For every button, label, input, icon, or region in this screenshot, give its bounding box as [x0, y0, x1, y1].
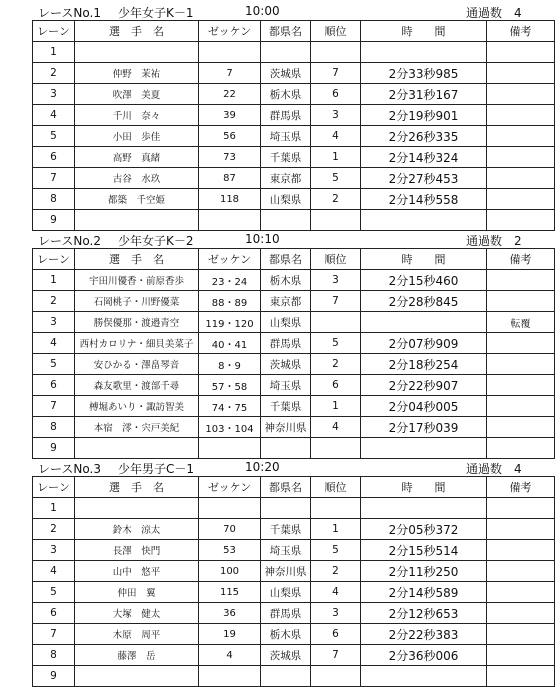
- table-row: [33, 519, 555, 540]
- race-section: [0, 2, 560, 226]
- prefecture-cell: [261, 438, 311, 459]
- note-cell: [487, 540, 555, 561]
- lane-cell: 2: [33, 63, 75, 84]
- race-pass-count: 通過数 4: [466, 462, 522, 476]
- table-row: [33, 189, 555, 210]
- time-cell: [361, 666, 487, 687]
- table-row: [33, 375, 555, 396]
- table-header-row: [33, 21, 555, 42]
- time-cell: 2分15秒514: [361, 540, 487, 561]
- lane-cell: 5: [33, 354, 75, 375]
- header-athlete: 選 手 名: [75, 249, 199, 270]
- header-lane: レーン: [33, 249, 75, 270]
- athlete-cell: [75, 210, 199, 231]
- bib-cell: [199, 438, 261, 459]
- prefecture-cell: 群馬県: [261, 333, 311, 354]
- rank-cell: [311, 312, 361, 333]
- lane-cell: 1: [33, 42, 75, 63]
- race-header: [0, 230, 560, 248]
- bib-cell: 56: [199, 126, 261, 147]
- time-cell: 2分04秒005: [361, 396, 487, 417]
- header-athlete: 選 手 名: [75, 477, 199, 498]
- athlete-cell: 仲野 茉祐: [75, 63, 199, 84]
- bib-cell: 7: [199, 63, 261, 84]
- header-note: 備考: [487, 477, 555, 498]
- race-start-time: 10:00: [245, 4, 280, 18]
- time-cell: [361, 210, 487, 231]
- bib-cell: 73: [199, 147, 261, 168]
- bib-cell: 53: [199, 540, 261, 561]
- athlete-cell: 本宿 澪・宍戸美紀: [75, 417, 199, 438]
- athlete-cell: [75, 42, 199, 63]
- header-bib: ゼッケン: [199, 477, 261, 498]
- note-cell: [487, 603, 555, 624]
- time-cell: 2分31秒167: [361, 84, 487, 105]
- race-number: レースNo.2: [38, 234, 101, 248]
- bib-cell: 22: [199, 84, 261, 105]
- table-row: [33, 42, 555, 63]
- athlete-cell: 都築 千空姫: [75, 189, 199, 210]
- race-section: [0, 230, 560, 454]
- table-row: [33, 498, 555, 519]
- prefecture-cell: 千葉県: [261, 147, 311, 168]
- table-row: [33, 105, 555, 126]
- bib-cell: 40・41: [199, 333, 261, 354]
- athlete-cell: 勝俣優那・渡邉青空: [75, 312, 199, 333]
- header-prefecture: 都県名: [261, 21, 311, 42]
- rank-cell: 3: [311, 603, 361, 624]
- lane-cell: 3: [33, 84, 75, 105]
- athlete-cell: [75, 666, 199, 687]
- time-cell: 2分14秒558: [361, 189, 487, 210]
- table-row: [33, 63, 555, 84]
- rank-cell: 3: [311, 270, 361, 291]
- race-pass-count: 通過数 4: [466, 6, 522, 20]
- rank-cell: 2: [311, 189, 361, 210]
- athlete-cell: 吹澤 美夏: [75, 84, 199, 105]
- time-cell: 2分26秒335: [361, 126, 487, 147]
- rank-cell: 7: [311, 291, 361, 312]
- athlete-cell: 山中 悠平: [75, 561, 199, 582]
- lane-cell: 4: [33, 105, 75, 126]
- table-row: [33, 561, 555, 582]
- table-header-row: [33, 477, 555, 498]
- athlete-cell: 木原 周平: [75, 624, 199, 645]
- prefecture-cell: 東京都: [261, 168, 311, 189]
- table-row: [33, 624, 555, 645]
- bib-cell: [199, 498, 261, 519]
- note-cell: [487, 624, 555, 645]
- lane-cell: 3: [33, 540, 75, 561]
- prefecture-cell: 栃木県: [261, 270, 311, 291]
- note-cell: [487, 270, 555, 291]
- prefecture-cell: 埼玉県: [261, 375, 311, 396]
- athlete-cell: 安ひかる・澤畠琴音: [75, 354, 199, 375]
- note-cell: [487, 105, 555, 126]
- time-cell: 2分18秒254: [361, 354, 487, 375]
- rank-cell: 6: [311, 84, 361, 105]
- note-cell: [487, 168, 555, 189]
- time-cell: 2分07秒909: [361, 333, 487, 354]
- athlete-cell: 西村カロリナ・細貝美菜子: [75, 333, 199, 354]
- table-row: [33, 354, 555, 375]
- bib-cell: 23・24: [199, 270, 261, 291]
- athlete-cell: [75, 498, 199, 519]
- table-row: [33, 312, 555, 333]
- lane-cell: 7: [33, 396, 75, 417]
- prefecture-cell: 埼玉県: [261, 126, 311, 147]
- prefecture-cell: 千葉県: [261, 519, 311, 540]
- time-cell: 2分33秒985: [361, 63, 487, 84]
- bib-cell: [199, 42, 261, 63]
- note-cell: [487, 147, 555, 168]
- rank-cell: 4: [311, 126, 361, 147]
- time-cell: 2分17秒039: [361, 417, 487, 438]
- rank-cell: 2: [311, 561, 361, 582]
- bib-cell: 57・58: [199, 375, 261, 396]
- header-note: 備考: [487, 21, 555, 42]
- table-row: [33, 126, 555, 147]
- bib-cell: 87: [199, 168, 261, 189]
- athlete-cell: 仲田 翼: [75, 582, 199, 603]
- time-cell: [361, 498, 487, 519]
- note-cell: [487, 189, 555, 210]
- time-cell: 2分14秒589: [361, 582, 487, 603]
- note-cell: 転覆: [487, 312, 555, 333]
- header-prefecture: 都県名: [261, 477, 311, 498]
- prefecture-cell: 埼玉県: [261, 540, 311, 561]
- lane-cell: 6: [33, 603, 75, 624]
- header-time: 時 間: [361, 249, 487, 270]
- race-pass-count: 通過数 2: [466, 234, 522, 248]
- time-cell: 2分15秒460: [361, 270, 487, 291]
- header-athlete: 選 手 名: [75, 21, 199, 42]
- prefecture-cell: 山梨県: [261, 312, 311, 333]
- rank-cell: [311, 498, 361, 519]
- table-row: [33, 84, 555, 105]
- race-category: 少年女子K－2: [118, 234, 194, 248]
- header-bib: ゼッケン: [199, 21, 261, 42]
- table-row: [33, 147, 555, 168]
- prefecture-cell: [261, 666, 311, 687]
- header-lane: レーン: [33, 21, 75, 42]
- table-row: [33, 645, 555, 666]
- prefecture-cell: 群馬県: [261, 105, 311, 126]
- rank-cell: 6: [311, 624, 361, 645]
- note-cell: [487, 42, 555, 63]
- time-cell: [361, 42, 487, 63]
- table-row: [33, 438, 555, 459]
- prefecture-cell: 茨城県: [261, 354, 311, 375]
- table-row: [33, 540, 555, 561]
- lane-cell: 6: [33, 147, 75, 168]
- table-row: [33, 417, 555, 438]
- rank-cell: [311, 42, 361, 63]
- lane-cell: 3: [33, 312, 75, 333]
- rank-cell: 4: [311, 582, 361, 603]
- lane-cell: 8: [33, 189, 75, 210]
- note-cell: [487, 438, 555, 459]
- prefecture-cell: 栃木県: [261, 84, 311, 105]
- athlete-cell: 榑堀あいり・諏訪智美: [75, 396, 199, 417]
- note-cell: [487, 333, 555, 354]
- prefecture-cell: 栃木県: [261, 624, 311, 645]
- race-section: [0, 458, 560, 682]
- header-lane: レーン: [33, 477, 75, 498]
- time-cell: 2分11秒250: [361, 561, 487, 582]
- race-start-time: 10:10: [245, 232, 280, 246]
- prefecture-cell: 東京都: [261, 291, 311, 312]
- prefecture-cell: 山梨県: [261, 582, 311, 603]
- race-start-time: 10:20: [245, 460, 280, 474]
- rank-cell: 5: [311, 168, 361, 189]
- lane-cell: 9: [33, 438, 75, 459]
- bib-cell: 8・9: [199, 354, 261, 375]
- prefecture-cell: 山梨県: [261, 189, 311, 210]
- lane-cell: 5: [33, 582, 75, 603]
- prefecture-cell: 茨城県: [261, 63, 311, 84]
- note-cell: [487, 519, 555, 540]
- note-cell: [487, 645, 555, 666]
- race-category: 少年女子K－1: [118, 6, 194, 20]
- rank-cell: 5: [311, 333, 361, 354]
- lane-cell: 1: [33, 498, 75, 519]
- lane-cell: 8: [33, 417, 75, 438]
- lane-cell: 2: [33, 519, 75, 540]
- note-cell: [487, 666, 555, 687]
- rank-cell: 2: [311, 354, 361, 375]
- results-table: [32, 20, 555, 231]
- header-prefecture: 都県名: [261, 249, 311, 270]
- bib-cell: 4: [199, 645, 261, 666]
- race-category: 少年男子C－1: [118, 462, 195, 476]
- rank-cell: [311, 666, 361, 687]
- header-rank: 順位: [311, 477, 361, 498]
- table-row: [33, 270, 555, 291]
- athlete-cell: 千川 奈々: [75, 105, 199, 126]
- time-cell: 2分36秒006: [361, 645, 487, 666]
- athlete-cell: 鈴木 涼太: [75, 519, 199, 540]
- bib-cell: 19: [199, 624, 261, 645]
- note-cell: [487, 498, 555, 519]
- athlete-cell: 小田 歩佳: [75, 126, 199, 147]
- results-table: [32, 476, 555, 687]
- time-cell: 2分27秒453: [361, 168, 487, 189]
- rank-cell: 1: [311, 396, 361, 417]
- time-cell: 2分05秒372: [361, 519, 487, 540]
- prefecture-cell: 神奈川県: [261, 561, 311, 582]
- athlete-cell: 宇田川優香・前原香歩: [75, 270, 199, 291]
- bib-cell: 103・104: [199, 417, 261, 438]
- time-cell: 2分14秒324: [361, 147, 487, 168]
- rank-cell: [311, 438, 361, 459]
- race-header: [0, 2, 560, 20]
- bib-cell: 119・120: [199, 312, 261, 333]
- note-cell: [487, 210, 555, 231]
- table-row: [33, 168, 555, 189]
- lane-cell: 4: [33, 333, 75, 354]
- time-cell: 2分19秒901: [361, 105, 487, 126]
- time-cell: [361, 312, 487, 333]
- rank-cell: [311, 210, 361, 231]
- note-cell: [487, 354, 555, 375]
- table-row: [33, 582, 555, 603]
- race-header: [0, 458, 560, 476]
- lane-cell: 5: [33, 126, 75, 147]
- prefecture-cell: [261, 498, 311, 519]
- race-number: レースNo.3: [38, 462, 101, 476]
- time-cell: 2分28秒845: [361, 291, 487, 312]
- prefecture-cell: [261, 210, 311, 231]
- table-row: [33, 210, 555, 231]
- athlete-cell: [75, 438, 199, 459]
- bib-cell: 36: [199, 603, 261, 624]
- athlete-cell: 高野 真緒: [75, 147, 199, 168]
- prefecture-cell: 神奈川県: [261, 417, 311, 438]
- bib-cell: [199, 666, 261, 687]
- rank-cell: 1: [311, 147, 361, 168]
- race-number: レースNo.1: [38, 6, 101, 20]
- athlete-cell: 森友歌里・渡部千尋: [75, 375, 199, 396]
- rank-cell: 7: [311, 645, 361, 666]
- bib-cell: 74・75: [199, 396, 261, 417]
- note-cell: [487, 291, 555, 312]
- note-cell: [487, 63, 555, 84]
- lane-cell: 9: [33, 210, 75, 231]
- prefecture-cell: [261, 42, 311, 63]
- lane-cell: 7: [33, 624, 75, 645]
- bib-cell: [199, 210, 261, 231]
- header-time: 時 間: [361, 21, 487, 42]
- lane-cell: 6: [33, 375, 75, 396]
- lane-cell: 4: [33, 561, 75, 582]
- rank-cell: 4: [311, 417, 361, 438]
- rank-cell: 5: [311, 540, 361, 561]
- note-cell: [487, 375, 555, 396]
- rank-cell: 6: [311, 375, 361, 396]
- bib-cell: 100: [199, 561, 261, 582]
- note-cell: [487, 582, 555, 603]
- bib-cell: 70: [199, 519, 261, 540]
- time-cell: 2分22秒907: [361, 375, 487, 396]
- athlete-cell: 藤澤 岳: [75, 645, 199, 666]
- results-table: [32, 248, 555, 459]
- athlete-cell: 長澤 快門: [75, 540, 199, 561]
- bib-cell: 88・89: [199, 291, 261, 312]
- rank-cell: 1: [311, 519, 361, 540]
- lane-cell: 2: [33, 291, 75, 312]
- header-note: 備考: [487, 249, 555, 270]
- header-rank: 順位: [311, 249, 361, 270]
- header-time: 時 間: [361, 477, 487, 498]
- rank-cell: 3: [311, 105, 361, 126]
- athlete-cell: 石岡桃子・川野優菜: [75, 291, 199, 312]
- header-rank: 順位: [311, 21, 361, 42]
- time-cell: 2分22秒383: [361, 624, 487, 645]
- note-cell: [487, 561, 555, 582]
- rank-cell: 7: [311, 63, 361, 84]
- athlete-cell: 大塚 健太: [75, 603, 199, 624]
- bib-cell: 118: [199, 189, 261, 210]
- lane-cell: 7: [33, 168, 75, 189]
- time-cell: 2分12秒653: [361, 603, 487, 624]
- header-bib: ゼッケン: [199, 249, 261, 270]
- prefecture-cell: 茨城県: [261, 645, 311, 666]
- note-cell: [487, 126, 555, 147]
- note-cell: [487, 84, 555, 105]
- lane-cell: 1: [33, 270, 75, 291]
- table-row: [33, 333, 555, 354]
- table-row: [33, 666, 555, 687]
- lane-cell: 8: [33, 645, 75, 666]
- table-row: [33, 396, 555, 417]
- bib-cell: 39: [199, 105, 261, 126]
- table-header-row: [33, 249, 555, 270]
- table-row: [33, 291, 555, 312]
- prefecture-cell: 千葉県: [261, 396, 311, 417]
- note-cell: [487, 417, 555, 438]
- lane-cell: 9: [33, 666, 75, 687]
- table-row: [33, 603, 555, 624]
- time-cell: [361, 438, 487, 459]
- bib-cell: 115: [199, 582, 261, 603]
- note-cell: [487, 396, 555, 417]
- athlete-cell: 古谷 水玖: [75, 168, 199, 189]
- prefecture-cell: 群馬県: [261, 603, 311, 624]
